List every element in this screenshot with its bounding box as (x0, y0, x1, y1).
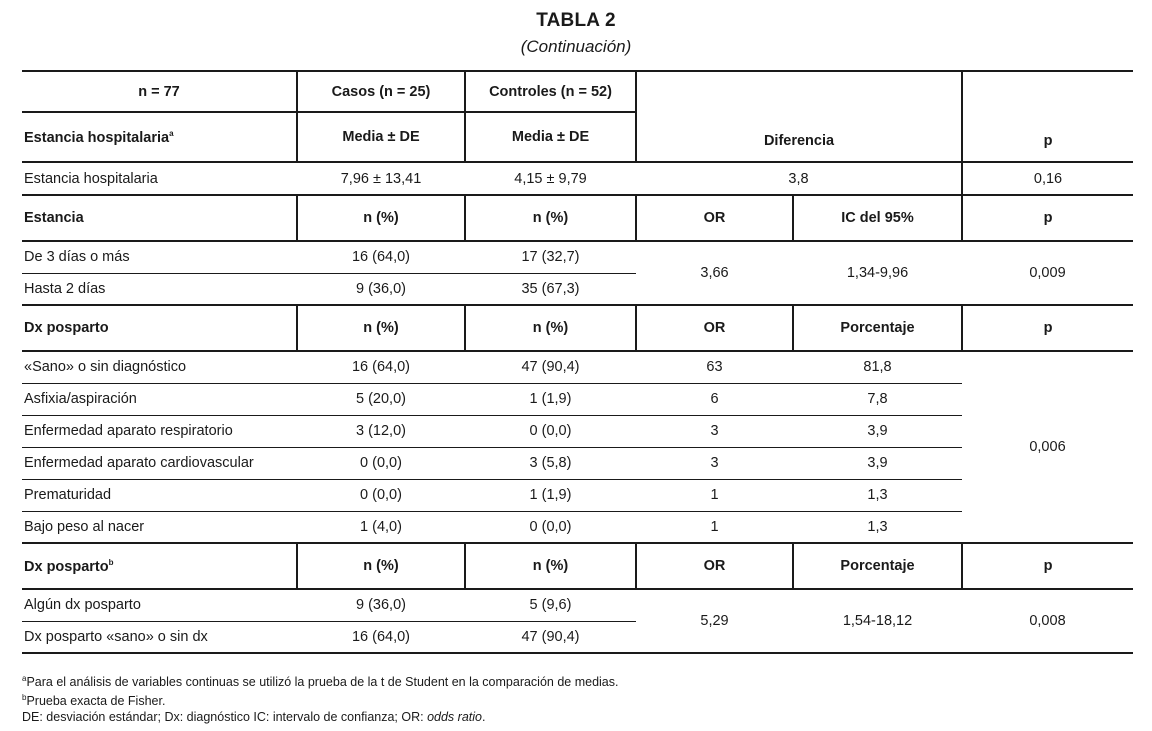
row-label: Hasta 2 días (22, 273, 297, 305)
section-label: Dx posparto (22, 305, 297, 351)
row-pct: 3,9 (793, 415, 962, 447)
section-controles: n (%) (465, 195, 636, 241)
row-pct: 1,3 (793, 511, 962, 543)
section-label: Estancia (22, 195, 297, 241)
table-row (22, 589, 1133, 621)
row-or: 3 (636, 447, 793, 479)
row-or: 6 (636, 383, 793, 415)
row-pct: 81,8 (793, 351, 962, 383)
row-or: 3,66 (636, 241, 793, 305)
row-label: Dx posparto «sano» o sin dx (22, 621, 297, 653)
footnote-abbreviations (22, 709, 618, 725)
section-header-dx (22, 305, 1133, 351)
row-p: 0,008 (962, 589, 1133, 653)
row-casos: 5 (20,0) (297, 383, 465, 415)
row-label: Enfermedad aparato respiratorio (22, 415, 297, 447)
row-casos: 7,96 ± 13,41 (297, 162, 465, 195)
footnote-b-text: Prueba exacta de Fisher. (26, 694, 166, 709)
section-controles: n (%) (465, 305, 636, 351)
row-casos: 9 (36,0) (297, 273, 465, 305)
table-row (22, 241, 1133, 273)
header-casos: Casos (n = 25) (297, 71, 465, 112)
section-header-estancia (22, 195, 1133, 241)
row-or: 1 (636, 511, 793, 543)
row-casos: 16 (64,0) (297, 351, 465, 383)
row-label: Prematuridad (22, 479, 297, 511)
section-casos: n (%) (297, 543, 465, 589)
row-label: Asfixia/aspiración (22, 383, 297, 415)
row-label: «Sano» o sin diagnóstico (22, 351, 297, 383)
section-p: p (962, 305, 1133, 351)
table-subtitle: (Continuación) (520, 37, 632, 56)
section-ic: IC del 95% (793, 195, 962, 241)
header-n: n = 77 (22, 71, 297, 112)
section-p: p (962, 195, 1133, 241)
header-p: p (962, 71, 1133, 162)
row-casos: 0 (0,0) (297, 447, 465, 479)
section-casos: n (%) (297, 305, 465, 351)
row-controles: 1 (1,9) (465, 479, 636, 511)
row-or: 1 (636, 479, 793, 511)
footnote-b (22, 690, 618, 709)
header-estancia-label: Estancia hospitalaria (24, 129, 170, 146)
footnote-b-mark: b (22, 693, 27, 703)
footnote-marker-b: b (108, 557, 114, 567)
section-or: OR (636, 543, 793, 589)
row-label: Bajo peso al nacer (22, 511, 297, 543)
header-row-1 (22, 71, 1133, 112)
row-controles: 4,15 ± 9,79 (465, 162, 636, 195)
row-controles: 47 (90,4) (465, 351, 636, 383)
row-controles: 17 (32,7) (465, 241, 636, 273)
row-controles: 47 (90,4) (465, 621, 636, 653)
row-or: 63 (636, 351, 793, 383)
row-or: 3 (636, 415, 793, 447)
header-diferencia: Diferencia (636, 71, 962, 162)
section-p: p (962, 543, 1133, 589)
section-pct: Porcentaje (793, 305, 962, 351)
row-casos: 16 (64,0) (297, 621, 465, 653)
row-casos: 3 (12,0) (297, 415, 465, 447)
row-or: 5,29 (636, 589, 793, 653)
row-label: De 3 días o más (22, 241, 297, 273)
table-title: TABLA 2 (536, 10, 616, 31)
row-ic: 1,34-9,96 (793, 241, 962, 305)
row-controles: 3 (5,8) (465, 447, 636, 479)
row-controles: 0 (0,0) (465, 415, 636, 447)
row-p: 0,006 (962, 351, 1133, 543)
row-controles: 0 (0,0) (465, 511, 636, 543)
table-row (22, 351, 1133, 383)
footnotes (22, 671, 618, 725)
row-casos: 1 (4,0) (297, 511, 465, 543)
row-pct: 7,8 (793, 383, 962, 415)
section-casos: n (%) (297, 195, 465, 241)
footnote-a-mark: a (22, 674, 27, 683)
section-label (22, 543, 297, 589)
row-diferencia: 3,8 (636, 162, 962, 195)
section-label-text: Dx posparto (24, 558, 109, 575)
row-p: 0,009 (962, 241, 1133, 305)
table-row (22, 162, 1133, 195)
row-controles: 5 (9,6) (465, 589, 636, 621)
header-media-casos: Media ± DE (297, 112, 465, 162)
row-label: Enfermedad aparato cardiovascular (22, 447, 297, 479)
row-casos: 16 (64,0) (297, 241, 465, 273)
header-media-controles: Media ± DE (465, 112, 636, 162)
row-controles: 1 (1,9) (465, 383, 636, 415)
footnote-marker-a: a (169, 128, 174, 138)
header-controles: Controles (n = 52) (465, 71, 636, 112)
section-header-dx-b (22, 543, 1133, 589)
results-table (22, 70, 1133, 654)
section-or: OR (636, 305, 793, 351)
row-pct: 3,9 (793, 447, 962, 479)
row-pct: 1,54-18,12 (793, 589, 962, 653)
section-pct: Porcentaje (793, 543, 962, 589)
row-pct: 1,3 (793, 479, 962, 511)
footnote-a-text: Para el análisis de variables continuas se utilizó la prueba de la t de Student en la comparación de medias. (26, 675, 619, 690)
section-or: OR (636, 195, 793, 241)
footnote-a (22, 671, 618, 690)
header-estancia (22, 112, 297, 162)
row-casos: 0 (0,0) (297, 479, 465, 511)
section-controles: n (%) (465, 543, 636, 589)
row-controles: 35 (67,3) (465, 273, 636, 305)
row-label: Estancia hospitalaria (22, 162, 297, 195)
row-casos: 9 (36,0) (297, 589, 465, 621)
row-label: Algún dx posparto (22, 589, 297, 621)
footnote-c-end: . (481, 710, 486, 725)
footnote-c-text: DE: desviación estándar; Dx: diagnóstico IC: intervalo de confianza; OR: (22, 710, 428, 725)
row-p: 0,16 (962, 162, 1133, 195)
footnote-c-italic: odds ratio (427, 710, 482, 725)
